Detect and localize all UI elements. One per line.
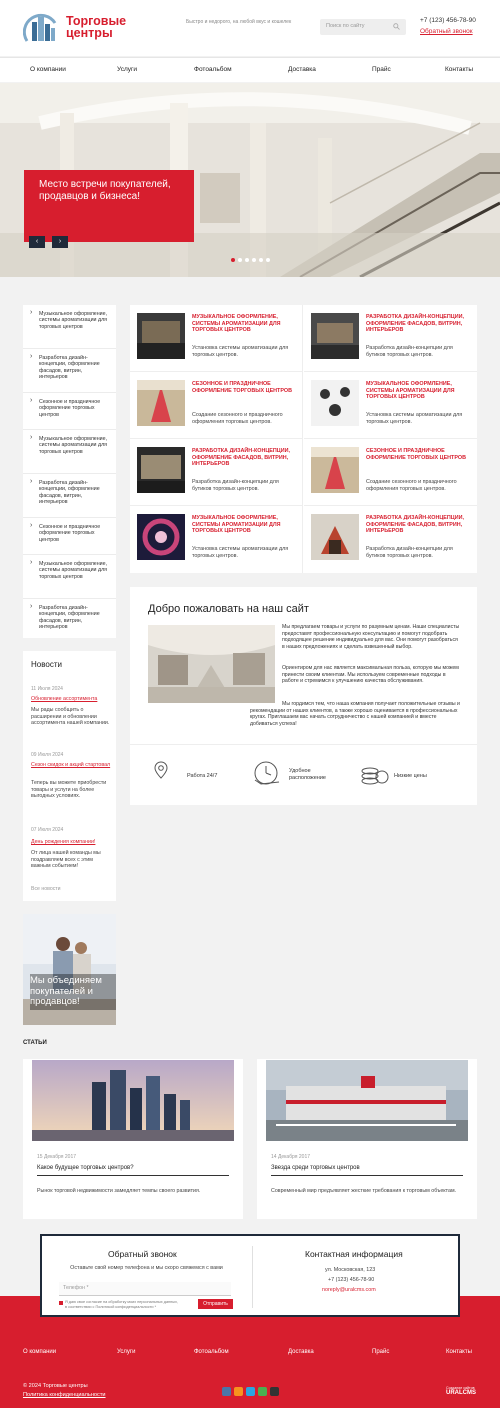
- contact-address: ул. Московская, 123: [325, 1267, 376, 1273]
- news-title: Новости: [31, 660, 62, 669]
- article-card[interactable]: [257, 1059, 477, 1219]
- developer-credit[interactable]: [446, 1386, 476, 1395]
- divider: [37, 1175, 229, 1176]
- service-title[interactable]: МУЗЫКАЛЬНОЕ ОФОРМЛЕНИЕ, СИСТЕМЫ АРОМАТИЗАЦИИ ДЛЯ ТОРГОВЫХ ЦЕНТРОВ: [366, 381, 455, 401]
- logo-line-2: центры: [66, 26, 113, 40]
- coins-icon: [360, 763, 390, 785]
- nav-delivery[interactable]: Доставка: [288, 66, 316, 73]
- feature-label: Удобное расположение: [289, 768, 326, 781]
- copyright: © 2024 Торговые центры: [23, 1383, 88, 1389]
- contact-email[interactable]: noreply@uralcms.com: [322, 1287, 376, 1293]
- nav-photo[interactable]: Фотоальбом: [194, 66, 232, 73]
- service-card[interactable]: [304, 439, 477, 506]
- footer-nav-contacts[interactable]: Контакты: [446, 1349, 472, 1355]
- news-date: 07 Июля 2024: [31, 827, 64, 833]
- news-link[interactable]: Обновление ассортимента: [31, 696, 98, 702]
- slider-dot[interactable]: [238, 258, 242, 262]
- service-text: Создание сезонного и праздничного оформления торговых центров.: [192, 412, 283, 425]
- welcome-paragraph: Мы гордимся тем, что наша компания получает положительные отзывы и рекомендации от наших клиентов, а также хорошо оценивается в профессиональных кругах. Приглашаем вас начать сотрудничество с нашей компанией и вместе добиваться успеха!: [250, 701, 460, 727]
- location-pin-icon: [154, 761, 168, 779]
- telegram-icon[interactable]: [246, 1387, 255, 1396]
- privacy-policy-link[interactable]: Политика конфиденциальности: [23, 1392, 106, 1398]
- service-text: Разработка дизайн-концепции для бутиков торговых центров.: [366, 345, 453, 358]
- divider: [271, 1175, 463, 1176]
- service-card[interactable]: [130, 372, 303, 439]
- developer-label: Создание сайтов: [446, 1386, 475, 1390]
- services-grid: [130, 305, 477, 573]
- hero-next-button[interactable]: [52, 236, 68, 248]
- service-thumb: [137, 514, 185, 560]
- article-text: Современный мир предъявляет жесткие требования к торговым объектам.: [271, 1188, 457, 1194]
- footer-nav-about[interactable]: О компании: [23, 1349, 57, 1355]
- welcome-paragraph: Мы предлагаем товары и услуги по разумным ценам. Наши специалисты предоставят профессиональную консультацию и помогут подобрать подходящее решение индивидуально для вас. Они помогут разобраться в наших предложениях и сделать взвешенный выбор.: [282, 624, 460, 650]
- main-nav: [0, 57, 500, 82]
- news-date: 09 Июля 2024: [31, 752, 64, 758]
- search-placeholder: Поиск по сайту: [326, 23, 365, 29]
- welcome-paragraph: Ориентиром для нас является максимальная польза, которую мы можем принести своим клиентам. Мы используем современные подходы в работе и стремимся к улучшению качества обслуживания.: [282, 665, 459, 684]
- service-card[interactable]: [130, 506, 303, 573]
- clock-icon: [253, 760, 281, 786]
- slider-dot[interactable]: [259, 258, 263, 262]
- chevron-right-icon: ›: [58, 238, 62, 245]
- slider-dot[interactable]: [231, 258, 235, 262]
- contact-phone[interactable]: +7 (123) 456-78-90: [328, 1277, 375, 1283]
- service-text: Разработка дизайн-концепции для бутиков торговых центров.: [366, 546, 453, 559]
- welcome-block: [130, 587, 477, 805]
- hero-caption: Место встречи покупателей, продавцов и бизнеса!: [39, 179, 171, 202]
- slider-dot[interactable]: [252, 258, 256, 262]
- sidebar-item[interactable]: › Музыкальное оформление, системы ароматизации для торговых центров: [23, 305, 116, 349]
- service-thumb: [137, 380, 185, 426]
- hero-prev-button[interactable]: [29, 236, 45, 248]
- footer-nav-services[interactable]: Услуги: [117, 1349, 136, 1355]
- service-thumb: [311, 514, 359, 560]
- divider: [130, 744, 477, 745]
- phone-field[interactable]: [59, 1282, 231, 1296]
- service-title[interactable]: РАЗРАБОТКА ДИЗАЙН-КОНЦЕПЦИИ, ОФОРМЛЕНИЕ ФАСАДОВ, ВИТРИН, ИНТЕРЬЕРОВ: [192, 448, 290, 468]
- whatsapp-icon[interactable]: [258, 1387, 267, 1396]
- hero-caption-box: [24, 170, 194, 242]
- promo-banner[interactable]: [23, 914, 116, 1025]
- ok-icon[interactable]: [234, 1387, 243, 1396]
- sidebar-item[interactable]: › Сезонное и праздничное оформление торговых центров: [23, 393, 116, 430]
- service-title[interactable]: РАЗРАБОТКА ДИЗАЙН-КОНЦЕПЦИИ, ОФОРМЛЕНИЕ ФАСАДОВ, ВИТРИН, ИНТЕРЬЕРОВ: [366, 515, 464, 535]
- nav-price[interactable]: Прайс: [372, 66, 391, 73]
- service-thumb: [311, 313, 359, 359]
- news-text: От лица нашей команды мы поздравляем всех с этим важным событием!: [31, 850, 101, 870]
- articles-title: СТАТЬИ: [23, 1040, 47, 1046]
- developer-name: URALCMS: [446, 1389, 476, 1396]
- service-thumb: [137, 447, 185, 493]
- feature-label: Работа 24/7: [187, 773, 218, 779]
- service-text: Установка системы ароматизации для торговых центров.: [366, 412, 463, 425]
- logo-line-1: Торговые: [66, 14, 127, 28]
- service-thumb: [137, 313, 185, 359]
- logo-icon[interactable]: [23, 13, 59, 43]
- search-icon[interactable]: [393, 23, 400, 30]
- sidebar-menu: [23, 305, 116, 638]
- slider-dot[interactable]: [266, 258, 270, 262]
- consent-checkbox[interactable]: Я даю свое согласие на обработку моих персональных данных, в соответствии с Политикой конфиденциальности *: [59, 1300, 179, 1310]
- service-title[interactable]: СЕЗОННОЕ И ПРАЗДНИЧНОЕ ОФОРМЛЕНИЕ ТОРГОВЫХ ЦЕНТРОВ: [192, 381, 292, 394]
- article-card[interactable]: [23, 1059, 243, 1219]
- contacts-title: Контактная информация: [305, 1249, 403, 1259]
- chevron-left-icon: ‹: [35, 238, 39, 245]
- service-thumb: [311, 380, 359, 426]
- nav-services[interactable]: Услуги: [117, 66, 137, 73]
- sidebar-item[interactable]: › Разработка дизайн-концепции, оформление фасадов, витрин, интерьеров: [23, 599, 116, 638]
- service-text: Разработка дизайн-концепции для бутиков торговых центров.: [192, 479, 279, 492]
- news-link[interactable]: Сезон скидок и акций стартовал: [31, 762, 111, 768]
- footer-nav-price[interactable]: Прайс: [372, 1349, 390, 1355]
- callback-text: Оставьте свой номер телефона и мы скоро свяжемся с вами: [70, 1265, 223, 1271]
- article-title[interactable]: Какое будущее торговых центров?: [37, 1165, 134, 1171]
- article-text: Рынок торговой недвижимости замедляет темпы своего развития.: [37, 1188, 201, 1194]
- service-card[interactable]: [130, 439, 303, 506]
- search-input[interactable]: [320, 19, 406, 35]
- service-card[interactable]: [304, 506, 477, 573]
- service-text: Установка системы ароматизации для торговых центров.: [192, 546, 289, 559]
- sidebar-item[interactable]: › Разработка дизайн-концепции, оформление фасадов, витрин, интерьеров: [23, 349, 116, 393]
- service-card[interactable]: [304, 372, 477, 439]
- service-thumb: [311, 447, 359, 493]
- nav-about[interactable]: О компании: [30, 66, 66, 73]
- article-image: [266, 1060, 468, 1141]
- contact-box: [40, 1234, 460, 1317]
- news-block: [23, 651, 116, 901]
- article-date: 14 Декабря 2017: [271, 1154, 311, 1160]
- logo-text[interactable]: [66, 15, 126, 39]
- service-title[interactable]: МУЗЫКАЛЬНОЕ ОФОРМЛЕНИЕ, СИСТЕМЫ АРОМАТИЗАЦИИ ДЛЯ ТОРГОВЫХ ЦЕНТРОВ: [192, 314, 281, 334]
- article-date: 15 Декабря 2017: [37, 1154, 77, 1160]
- news-date: 11 Июля 2024: [31, 686, 63, 692]
- header-phone[interactable]: +7 (123) 456-78-90: [420, 17, 476, 24]
- submit-button[interactable]: Отправить: [198, 1299, 233, 1309]
- service-title[interactable]: РАЗРАБОТКА ДИЗАЙН-КОНЦЕПЦИИ, ОФОРМЛЕНИЕ ФАСАДОВ, ВИТРИН, ИНТЕРЬЕРОВ: [366, 314, 464, 334]
- service-title[interactable]: СЕЗОННОЕ И ПРАЗДНИЧНОЕ ОФОРМЛЕНИЕ ТОРГОВЫХ ЦЕНТРОВ: [366, 448, 466, 461]
- welcome-image: [148, 625, 275, 703]
- slider-dot[interactable]: [245, 258, 249, 262]
- sidebar-item[interactable]: › Музыкальное оформление, системы ароматизации для торговых центров: [23, 555, 116, 599]
- callback-title: Обратный звонок: [108, 1249, 177, 1259]
- service-card[interactable]: [130, 305, 303, 372]
- divider: [252, 1246, 253, 1308]
- callback-link[interactable]: Обратный звонок: [420, 28, 473, 35]
- article-title[interactable]: Звезда среди торговых центров: [271, 1165, 360, 1171]
- article-image: [32, 1060, 234, 1141]
- footer-nav-delivery[interactable]: Доставка: [288, 1349, 314, 1355]
- service-text: Установка системы ароматизации для торговых центров.: [192, 345, 289, 358]
- nav-contacts[interactable]: Контакты: [445, 66, 474, 73]
- footer-nav-photo[interactable]: Фотоальбом: [194, 1349, 229, 1355]
- news-link[interactable]: День рождения компании!: [31, 839, 96, 845]
- news-text: Мы рады сообщить о расширении и обновлении ассортимента нашей компании.: [31, 707, 110, 727]
- slogan: Быстро и недорого, на любой вкус и кошелек: [186, 19, 292, 25]
- service-text: Создание сезонного и праздничного оформления торговых центров.: [366, 479, 457, 492]
- vk-icon[interactable]: [222, 1387, 231, 1396]
- all-news-link[interactable]: Все новости: [31, 886, 61, 892]
- sidebar-item[interactable]: › Сезонное и праздничное оформление торговых центров: [23, 518, 116, 555]
- service-card[interactable]: [304, 305, 477, 372]
- phone-placeholder: Телефон *: [63, 1285, 89, 1291]
- share-icon[interactable]: [270, 1387, 279, 1396]
- feature-label: Низкие цены: [394, 773, 427, 779]
- news-text: Теперь вы можете приобрести товары и услуги на более выгодных условиях.: [31, 780, 107, 800]
- service-title[interactable]: МУЗЫКАЛЬНОЕ ОФОРМЛЕНИЕ, СИСТЕМЫ АРОМАТИЗАЦИИ ДЛЯ ТОРГОВЫХ ЦЕНТРОВ: [192, 515, 281, 535]
- sidebar-item[interactable]: › Разработка дизайн-концепции, оформление фасадов, витрин, интерьеров: [23, 474, 116, 518]
- sidebar-item[interactable]: › Музыкальное оформление, системы ароматизации для торговых центров: [23, 430, 116, 474]
- promo-text: Мы объединяем покупателей и продавцов!: [30, 974, 116, 1010]
- welcome-title: Добро пожаловать на наш сайт: [148, 603, 309, 615]
